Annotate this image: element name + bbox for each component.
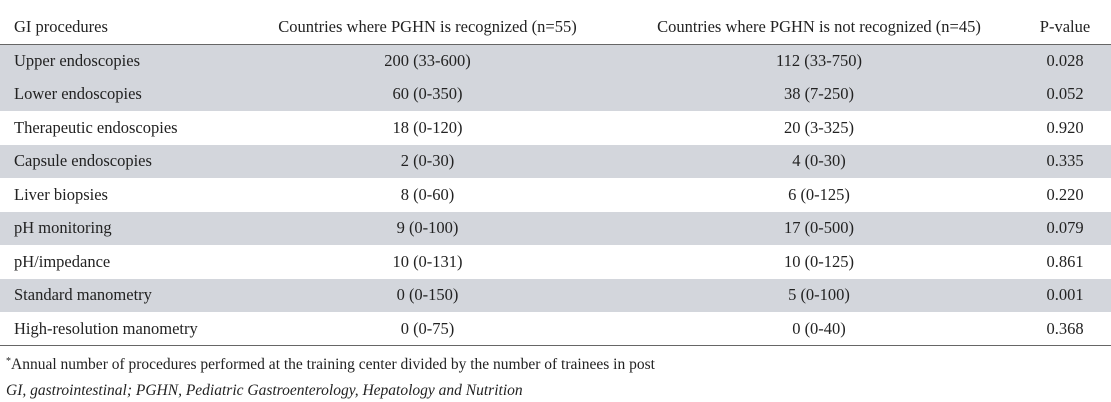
cell-procedure: pH/impedance (14, 251, 111, 271)
table-row (0, 279, 1111, 313)
cell-p-value: 0.220 (1046, 184, 1084, 204)
footnote-annual-procedures (6, 356, 655, 374)
cell-p-value: 0.335 (1046, 151, 1084, 171)
table-row (0, 145, 1111, 179)
footnote-abbreviations: GI, gastrointestinal; PGHN, Pediatric Gastroenterology, Hepatology and Nutrition (6, 382, 523, 399)
cell-recognized: 0 (0-75) (400, 318, 455, 338)
table-row (0, 312, 1111, 346)
cell-procedure: High-resolution manometry (14, 318, 198, 338)
header-gi-procedures: GI procedures (14, 16, 108, 36)
cell-not-recognized: 4 (0-30) (792, 151, 846, 171)
table-row (0, 245, 1111, 279)
table-header-row (0, 10, 1111, 44)
table-row (0, 212, 1111, 246)
header-p-value: P-value (1039, 16, 1091, 36)
cell-recognized: 60 (0-350) (392, 84, 463, 104)
table-row (0, 44, 1111, 78)
cell-not-recognized: 38 (7-250) (783, 84, 855, 104)
cell-not-recognized: 10 (0-125) (783, 251, 855, 271)
cell-p-value: 0.079 (1046, 218, 1084, 238)
cell-recognized: 2 (0-30) (400, 151, 455, 171)
cell-recognized: 8 (0-60) (400, 184, 455, 204)
header-not-recognized: Countries where PGHN is not recognized (n=45) (657, 16, 981, 36)
cell-procedure: Upper endoscopies (14, 51, 141, 70)
table-row (0, 178, 1111, 212)
cell-not-recognized: 5 (0-100) (788, 285, 850, 305)
cell-recognized: 9 (0-100) (396, 218, 459, 238)
cell-not-recognized: 17 (0-500) (783, 218, 855, 238)
cell-not-recognized: 6 (0-125) (788, 184, 850, 204)
cell-procedure: Capsule endoscopies (14, 151, 152, 171)
cell-not-recognized: 112 (33-750) (776, 51, 862, 70)
footnote-text: Annual number of procedures performed at the training center divided by the number of trainees in post (11, 356, 655, 373)
footnote-marker: * (6, 356, 11, 367)
cell-procedure: Liver biopsies (14, 184, 108, 204)
cell-p-value: 0.920 (1046, 117, 1084, 137)
cell-p-value: 0.028 (1046, 51, 1084, 70)
cell-recognized: 0 (0-150) (396, 285, 459, 305)
cell-recognized: 18 (0-120) (392, 117, 463, 137)
cell-p-value: 0.368 (1046, 318, 1084, 338)
table-row (0, 78, 1111, 112)
cell-not-recognized: 20 (3-325) (783, 117, 855, 137)
cell-recognized: 200 (33-600) (384, 51, 471, 70)
cell-recognized: 10 (0-131) (392, 251, 463, 271)
cell-p-value: 0.052 (1046, 84, 1084, 104)
cell-procedure: pH monitoring (14, 218, 112, 238)
header-recognized: Countries where PGHN is recognized (n=55) (278, 16, 577, 36)
cell-not-recognized: 0 (0-40) (792, 318, 846, 338)
table-row (0, 111, 1111, 145)
cell-procedure: Standard manometry (14, 285, 152, 305)
procedures-table (0, 10, 1111, 346)
cell-procedure: Lower endoscopies (14, 84, 142, 104)
cell-p-value: 0.001 (1046, 285, 1084, 305)
cell-procedure: Therapeutic endoscopies (14, 117, 178, 137)
cell-p-value: 0.861 (1046, 251, 1084, 271)
